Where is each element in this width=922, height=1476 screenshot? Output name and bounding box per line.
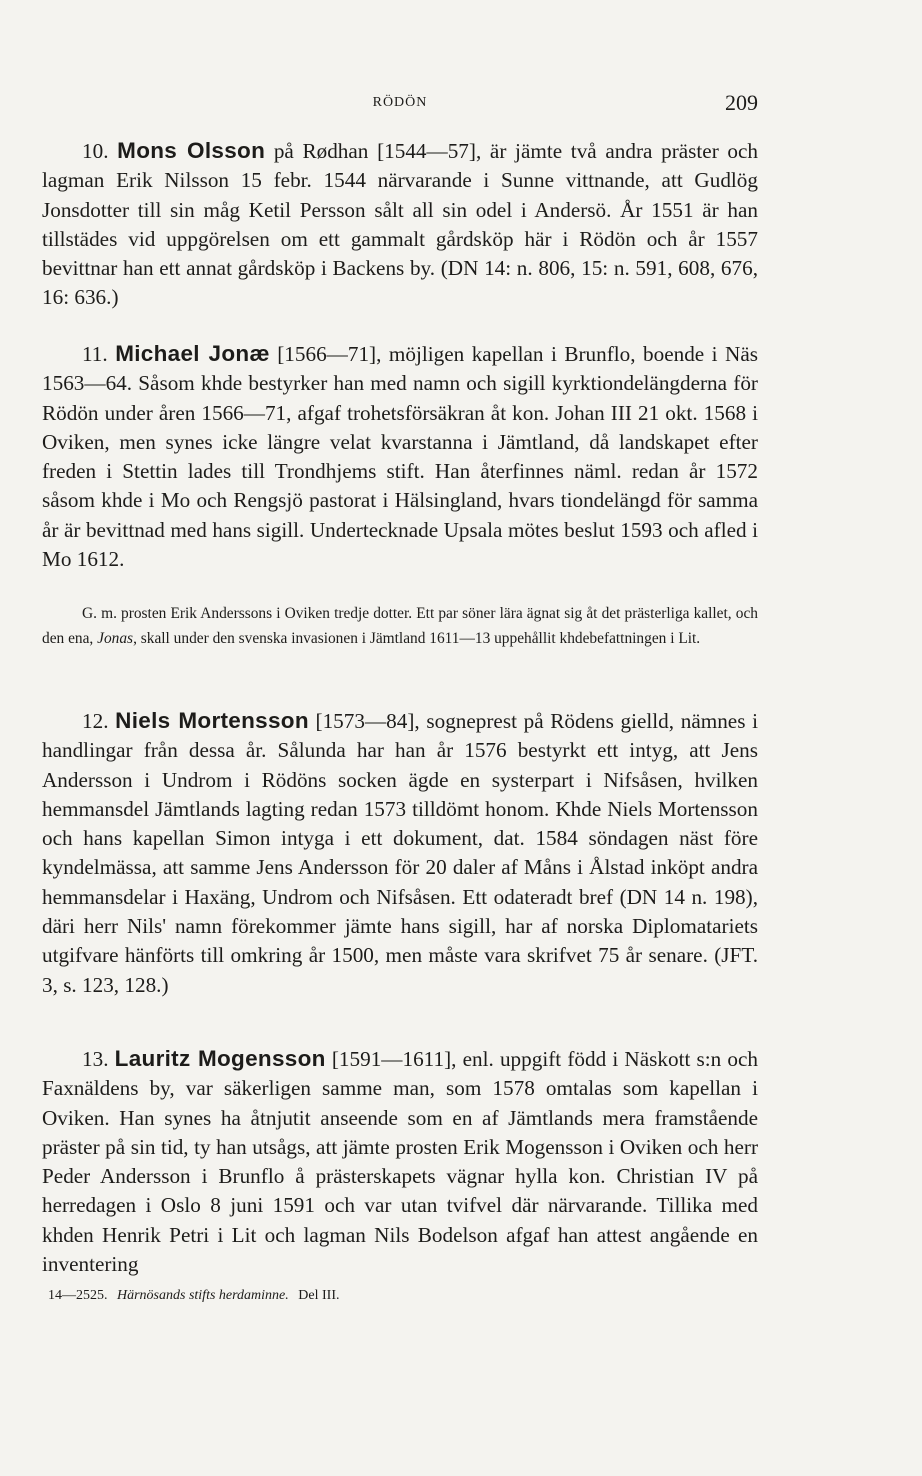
entry-11	[42, 339, 758, 574]
entry-text: [1591—1611], enl. uppgift född i Näskott s:n och Faxnäldens by, var säkerligen samme man, som 1578 omtalas som kapellan i Oviken. Han synes ha åtnjutit anseende som en af Jämtlands mera framstående präster på sin tid, ty han utsågs, att jämte prosten Erik Mogensson i Oviken och herr Peder Andersson i Brunflo å prästerskapets vägnar hylla kon. Christian IV på herredagen i Oslo 8 juni 1591 och var utan tvifvel där närvarande. Tillika med khden Henrik Petri i Lit och lagman Nils Bodelson afgaf han attest angående en inventering	[42, 1047, 759, 1277]
entry-name: Lauritz Mogensson	[114, 1046, 326, 1071]
footer-signature: 14—2525.	[48, 1288, 108, 1303]
entry-text: på Rødhan [1544—57], är jämte två andra präster och lagman Erik Nilsson 15 febr. 1544 närvarande i Sunne vittnande, att Gudlög Jonsdotter till sin måg Ketil Persson sålt all sin odel i Andersö. År 1551 är han tillstädes vid uppgörelsen om ett gammalt gårdsköp här i Rödön och år 1557 bevittnar han ett annat gårdsköp i Backens by. (DN 14: n. 806, 15: n. 591, 608, 676, 16: 636.)	[42, 139, 759, 310]
note-text-end: , skall under den svenska invasionen i Jämtland 1611—13 uppehållit khdebefattningen i Lit.	[133, 629, 701, 647]
running-title: RÖDÖN	[372, 95, 428, 110]
entry-number: 11.	[82, 342, 108, 366]
footer-book-title: Härnösands stifts herdaminne.	[117, 1288, 289, 1303]
entry-number: 13.	[82, 1047, 109, 1071]
entry-10	[42, 136, 758, 313]
footer-part: Del III.	[298, 1288, 340, 1303]
entry-12	[42, 706, 758, 1000]
entry-number: 10.	[82, 139, 109, 163]
entry-number: 12.	[82, 709, 109, 733]
footer	[48, 1288, 345, 1304]
entry-text: [1566—71], möjligen kapellan i Brunflo, boende i Näs 1563—64. Såsom khde bestyrker han med namn och sigill kyrktiondelängderna för Rödön under åren 1566—71, afgaf trohetsförsäkran åt kon. Johan III 21 okt. 1568 i Oviken, men synes icke längre velat kvarstanna i Jämtland, då landskapet efter freden i Stettin lades till Trondhjems stift. Han återfinnes näml. redan år 1572 såsom khde i Mo och Rengsjö pastorat i Hälsingland, hvars tiondelängd för samma år är bevittnad med hans sigill. Undertecknade Upsala mötes beslut 1593 och afled i Mo 1612.	[42, 342, 758, 572]
entry-name: Niels Mortensson	[115, 708, 309, 733]
page-number: 209	[725, 90, 758, 115]
entry-13	[42, 1044, 758, 1279]
running-head	[42, 92, 758, 116]
entry-name: Mons Olsson	[117, 138, 266, 163]
entry-text: [1573—84], sogneprest på Rödens gielld, nämnes i handlingar från dessa år. Sålunda har han år 1576 bestyrkt ett intyg, att Jens Andersson i Undrom i Rödöns socken ägde en systerpart i Nifsåsen, hvilken hemmansdel Jämtlands lagting redan 1573 tilldömt honom. Khde Niels Mortensson och hans kapellan Simon intyga i ett dokument, dat. 1584 söndagen näst före kyndelmässa, att samme Jens Andersson för 20 daler af Måns i Ålstad inköpt andra hemmansdelar i Haxäng, Undrom och Nifsåsen. Ett odateradt bref (DN 14 n. 198), däri herr Nils' namn förekommer jämte hans sigill, har af norska Diplomatariets utgifvare hänförts till omkring år 1500, men måste vara skrifvet 75 år senare. (JFT. 3, s. 123, 128.)	[42, 709, 759, 997]
note-italic-name: Jonas	[97, 629, 134, 647]
entry-name: Michael Jonæ	[115, 341, 270, 366]
note-text: G. m. prosten Erik Anderssons i Oviken tredje dotter. Ett par söner lära ägnat sig åt det prästerliga kallet, och den ena,	[42, 605, 758, 647]
footnote	[42, 602, 758, 651]
